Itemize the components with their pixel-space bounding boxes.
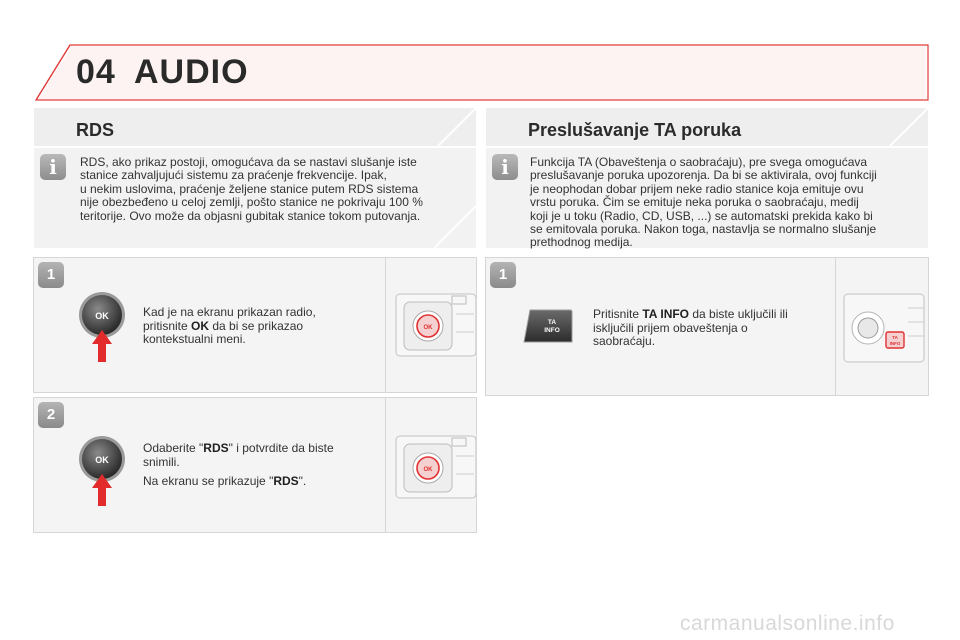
info-line: koji je u toku (Radio, CD, USB, ...) se automatski prekida kako bi xyxy=(530,208,873,223)
step-number-badge: 1 xyxy=(38,262,64,288)
watermark: carmanualsonline.info xyxy=(680,612,895,635)
info-line: Funkcija TA (Obaveštenja o saobraćaju), pre svega omogućava xyxy=(530,155,868,169)
chapter-number: 04 xyxy=(76,53,116,91)
corner-slash-decoration xyxy=(434,108,476,146)
rds-step-2-text: Odaberite "RDS" i potvrdite da biste snimili. Na ekranu se prikazuje "RDS". xyxy=(143,441,334,489)
control-panel-thumbnail xyxy=(838,288,926,368)
step-divider xyxy=(835,258,836,395)
ta-info-box xyxy=(486,148,928,248)
info-line: prethodnog medija. xyxy=(530,235,633,250)
rds-section-title: RDS xyxy=(76,120,115,140)
rds-section-header xyxy=(34,108,476,146)
corner-slash-decoration xyxy=(434,206,476,248)
panel-ok-label: OK xyxy=(423,467,433,473)
info-icon: i xyxy=(40,154,66,180)
control-panel-thumbnail xyxy=(390,288,476,360)
panel-ta-label-line2: INFO xyxy=(889,341,901,346)
info-line: je neophodan dobar prijem neke radio stanice koja emituje ovu xyxy=(530,181,864,196)
chapter-title: AUDIO xyxy=(134,53,249,91)
ta-section-header xyxy=(486,108,928,146)
rds-step-1 xyxy=(33,257,477,393)
knob-label: OK xyxy=(95,311,109,321)
rds-term: RDS xyxy=(273,474,299,489)
ta-info-key-name: TA INFO xyxy=(642,307,690,321)
info-line: nije obezbeđeno u celoj zemlji, pošto stanice ne pokrivaju 100 % xyxy=(80,195,423,210)
rds-step-2 xyxy=(33,397,477,533)
rds-step-1-text: Kad je na ekranu prikazan radio, pritisnite OK da bi se prikazao kontekstualni meni. xyxy=(143,305,316,347)
ta-info-text xyxy=(530,156,922,250)
ok-knob-icon xyxy=(74,290,130,366)
corner-slash-decoration xyxy=(886,108,928,146)
ta-info-button-icon xyxy=(520,306,574,346)
ta-section-title: Preslušavanje TA poruka xyxy=(528,120,742,140)
panel-ok-label: OK xyxy=(423,325,433,331)
knob-label: OK xyxy=(95,455,109,465)
ok-knob-icon xyxy=(74,434,130,510)
step-divider xyxy=(385,258,386,392)
rds-info-text xyxy=(80,156,470,223)
ok-key-name: OK xyxy=(191,318,210,333)
ta-step-1 xyxy=(485,257,929,396)
info-line: RDS, ako prikaz postoji, omogućava da se nastavi slušanje iste xyxy=(80,155,417,169)
info-line: teritorije. Ovo može da objasni gubitak stanice tokom putovanja. xyxy=(80,208,421,223)
step-number-badge: 2 xyxy=(38,402,64,428)
ta-step-1-text: Pritisnite TA INFO da biste uključili ili isključili prijem obaveštenja o saobraćaju. xyxy=(593,307,788,349)
ta-button-label-line1: TA xyxy=(547,319,557,326)
panel-ta-label-line1: TA xyxy=(892,335,898,340)
rds-info-box xyxy=(34,148,476,248)
step-number-badge: 1 xyxy=(490,262,516,288)
step-divider xyxy=(385,398,386,532)
rds-term: RDS xyxy=(203,441,229,455)
ta-button-label-line2: INFO xyxy=(544,327,560,334)
info-icon: i xyxy=(492,154,518,180)
info-line: se emitovala poruka. Nakon toga, nastavlja se normalno slušanje xyxy=(530,222,877,237)
info-line: u nekim uslovima, praćenje željene stanice putem RDS sistema xyxy=(80,181,419,196)
info-line: stanice zahvaljujući sistemu za praćenje frekvencije. Ipak, xyxy=(80,168,387,183)
info-line: vrstu poruka. Čim se emituje neka poruka o saobraćaju, medij xyxy=(530,195,859,210)
control-panel-thumbnail xyxy=(390,430,476,502)
info-line: preslušavanje poruka upozorenja. Da bi se aktivirala, ovoj funkciji xyxy=(530,168,877,183)
